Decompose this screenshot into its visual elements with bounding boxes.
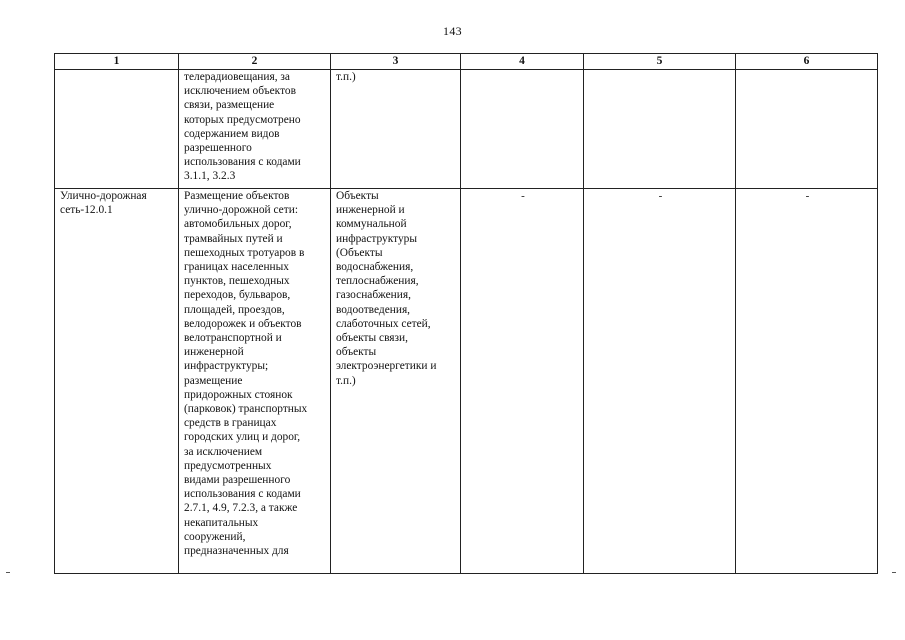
header-cell-6: 6: [736, 54, 878, 70]
cell-allowed-objects: Объекты инженерной и коммунальной инфраструктуры (Объекты водоснабжения, теплоснабжения, газоснабжения, водоотведения, слаботочных сетей, объекты связи, объекты электроэнергетики и т.п.): [331, 189, 461, 574]
page-number: 143: [443, 24, 462, 38]
cell-type-name: [55, 70, 179, 189]
table-row: [55, 189, 878, 574]
cell-col5: [584, 70, 736, 189]
cell-allowed-objects: т.п.): [331, 70, 461, 189]
scan-edge-mark-right: [892, 572, 896, 573]
cell-col4: [461, 189, 584, 574]
table-row: [55, 70, 878, 189]
header-row: [55, 54, 878, 70]
cell-col4: [461, 70, 584, 189]
cell-description: телерадиовещания, за исключением объектов связи, размещение которых предусмотрено содержанием видов разрешенного использования с кодами 3.1.1, 3.2.3: [179, 70, 331, 189]
header-cell-4: 4: [461, 54, 584, 70]
header-cell-3: 3: [331, 54, 461, 70]
dash-mark: -: [658, 190, 663, 202]
cell-col5: [584, 189, 736, 574]
cell-col6: [736, 70, 878, 189]
header-cell-5: 5: [584, 54, 736, 70]
header-cell-2: 2: [179, 54, 331, 70]
dash-mark: -: [805, 190, 810, 202]
zoning-table: [54, 53, 878, 574]
dash-mark: -: [521, 190, 525, 202]
scan-edge-mark-left: [6, 572, 10, 573]
header-cell-1: 1: [55, 54, 179, 70]
cell-type-name: Улично-дорожная сеть-12.0.1: [55, 189, 179, 574]
cell-col6: [736, 189, 878, 574]
cell-description: Размещение объектов улично-дорожной сети: автомобильных дорог, трамвайных путей и пешеходных тротуаров в границах населенных пунктов, пешеходных переходов, бульваров, площадей, проездов, велодорожек и объектов велотранспортной и инженерной инфраструктуры; размещение придорожных стоянок (парковок) транспортных средств в границах городских улиц и дорог, за исключением предусмотренных видами разрешенного использования с кодами 2.7.1, 4.9, 7.2.3, а также некапитальных сооружений, предназначенных для: [179, 189, 331, 574]
